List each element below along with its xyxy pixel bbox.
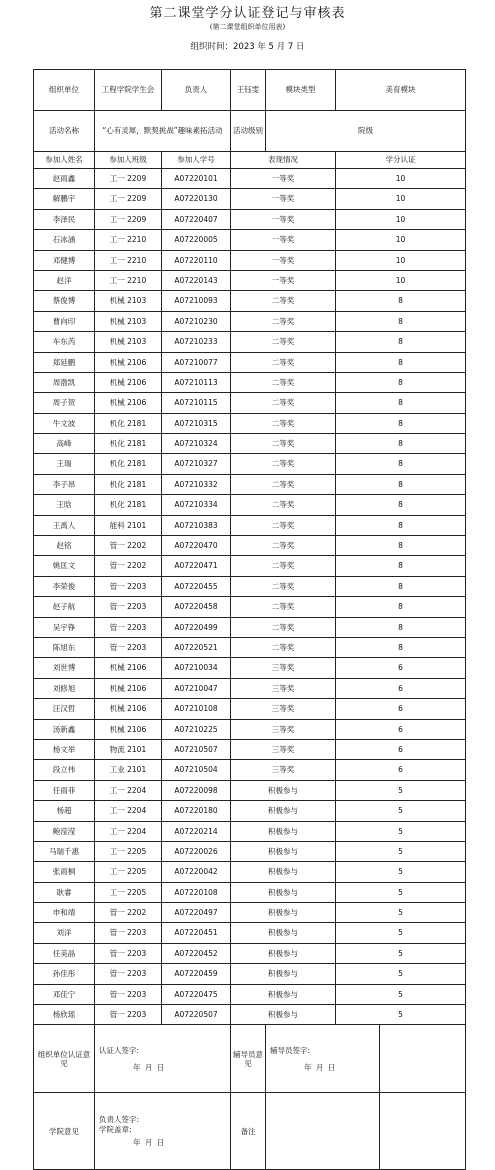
counselor-date: 年 月 日 <box>304 1062 337 1072</box>
participant-performance: 二等奖 <box>231 291 336 311</box>
participant-credit: 5 <box>336 984 466 1004</box>
participant-performance: 二等奖 <box>231 515 336 535</box>
participant-performance: 积极参与 <box>231 882 336 902</box>
participant-performance: 积极参与 <box>231 821 336 841</box>
participant-class: 能科 2101 <box>95 515 162 535</box>
participant-id: A07220475 <box>162 984 231 1004</box>
participant-credit: 8 <box>336 617 466 637</box>
participant-class: 管一 2203 <box>95 597 162 617</box>
table-row <box>34 536 466 556</box>
participant-id: A07210093 <box>162 291 231 311</box>
participant-performance: 一等奖 <box>231 189 336 209</box>
participant-name: 赵铭 <box>34 536 95 556</box>
participant-class: 机械 2103 <box>95 311 162 331</box>
participant-name: 杨文举 <box>34 739 95 759</box>
participant-performance: 二等奖 <box>231 434 336 454</box>
participant-credit: 5 <box>336 903 466 923</box>
participant-class: 机械 2103 <box>95 291 162 311</box>
participant-credit: 8 <box>336 352 466 372</box>
info-row-organizer <box>34 70 466 111</box>
participant-name: 申和靖 <box>34 903 95 923</box>
college-date: 年 月 日 <box>133 1138 166 1148</box>
participant-credit: 10 <box>336 169 466 189</box>
participant-name: 任美晶 <box>34 943 95 963</box>
participant-id: A07220130 <box>162 189 231 209</box>
table-row <box>34 576 466 596</box>
participant-id: A07210507 <box>162 739 231 759</box>
footer-row-certification <box>34 1025 466 1093</box>
participant-class: 物流 2101 <box>95 739 162 759</box>
participant-rows <box>34 169 466 1025</box>
participant-performance: 三等奖 <box>231 658 336 678</box>
counselor-sign-label: 辅导员签字: <box>270 1045 311 1055</box>
participant-credit: 8 <box>336 556 466 576</box>
table-row <box>34 1005 466 1025</box>
participant-performance: 二等奖 <box>231 372 336 392</box>
table-row <box>34 556 466 576</box>
table-row <box>34 597 466 617</box>
table-row <box>34 454 466 474</box>
participant-credit: 5 <box>336 780 466 800</box>
participant-name: 刘世博 <box>34 658 95 678</box>
participant-credit: 5 <box>336 821 466 841</box>
participant-credit: 5 <box>336 862 466 882</box>
participant-id: A07210047 <box>162 678 231 698</box>
participant-id: A07220214 <box>162 821 231 841</box>
remarks-label: 备注 <box>231 1093 266 1170</box>
participant-credit: 8 <box>336 434 466 454</box>
org-unit-value: 工程学院学生会 <box>95 70 162 111</box>
participant-credit: 10 <box>336 250 466 270</box>
column-header-row <box>34 152 466 169</box>
table-row <box>34 984 466 1004</box>
participant-credit: 5 <box>336 801 466 821</box>
participant-performance: 二等奖 <box>231 413 336 433</box>
table-row <box>34 515 466 535</box>
participant-id: A07220452 <box>162 943 231 963</box>
participant-performance: 积极参与 <box>231 1005 336 1025</box>
participant-name: 陈旭东 <box>34 637 95 657</box>
participant-name: 汤新鑫 <box>34 719 95 739</box>
participant-name: 高峰 <box>34 434 95 454</box>
participant-id: A07210077 <box>162 352 231 372</box>
participant-name: 马瑞千惠 <box>34 841 95 861</box>
participant-name: 王晗 <box>34 495 95 515</box>
org-unit-label: 组织单位 <box>34 70 95 111</box>
participant-credit: 8 <box>336 637 466 657</box>
participant-credit: 8 <box>336 372 466 392</box>
participant-performance: 二等奖 <box>231 495 336 515</box>
credit-registration-table <box>33 69 466 1170</box>
participant-credit: 10 <box>336 209 466 229</box>
counselor-opinion-cell <box>266 1025 380 1093</box>
leader-label: 负责人 <box>162 70 231 111</box>
participant-performance: 二等奖 <box>231 454 336 474</box>
participant-performance: 积极参与 <box>231 780 336 800</box>
participant-credit: 8 <box>336 576 466 596</box>
participant-name: 王禹人 <box>34 515 95 535</box>
col-header-class: 参加人班级 <box>95 152 162 169</box>
participant-name: 赵洋 <box>34 270 95 290</box>
table-row <box>34 760 466 780</box>
participant-class: 工一 2209 <box>95 209 162 229</box>
participant-performance: 二等奖 <box>231 637 336 657</box>
participant-id: A07210324 <box>162 434 231 454</box>
org-opinion-cell <box>95 1025 231 1093</box>
participant-class: 机械 2106 <box>95 372 162 392</box>
participant-credit: 8 <box>336 515 466 535</box>
participant-id: A07220455 <box>162 576 231 596</box>
participant-id: A07220459 <box>162 964 231 984</box>
participant-id: A07220521 <box>162 637 231 657</box>
table-row <box>34 393 466 413</box>
table-row <box>34 332 466 352</box>
participant-id: A07220471 <box>162 556 231 576</box>
participant-credit: 8 <box>336 495 466 515</box>
college-seal-label: 学院盖章: <box>99 1124 132 1134</box>
participant-id: A07210383 <box>162 515 231 535</box>
participant-credit: 8 <box>336 332 466 352</box>
col-header-id: 参加人学号 <box>162 152 231 169</box>
activity-name-value: “心有灵犀，默契挑战”趣味素拓活动 <box>95 111 231 152</box>
participant-performance: 积极参与 <box>231 923 336 943</box>
participant-class: 机化 2181 <box>95 434 162 454</box>
participant-name: 杨超 <box>34 801 95 821</box>
table-row <box>34 311 466 331</box>
participant-credit: 5 <box>336 964 466 984</box>
participant-credit: 5 <box>336 1005 466 1025</box>
participant-performance: 一等奖 <box>231 250 336 270</box>
participant-class: 管一 2203 <box>95 984 162 1004</box>
certifier-date: 年 月 日 <box>133 1062 166 1072</box>
participant-class: 管一 2203 <box>95 617 162 637</box>
participant-id: A07210108 <box>162 699 231 719</box>
participant-performance: 积极参与 <box>231 841 336 861</box>
participant-id: A07210327 <box>162 454 231 474</box>
participant-name: 段立伟 <box>34 760 95 780</box>
participant-credit: 6 <box>336 658 466 678</box>
col-header-performance: 表现情况 <box>231 152 336 169</box>
participant-credit: 10 <box>336 230 466 250</box>
participant-performance: 三等奖 <box>231 699 336 719</box>
remarks-blank <box>380 1093 466 1170</box>
participant-class: 机化 2181 <box>95 413 162 433</box>
participant-id: A07210034 <box>162 658 231 678</box>
form-subtitle: (第二课堂组织单位用表) <box>209 23 286 31</box>
table-row <box>34 250 466 270</box>
table-row <box>34 862 466 882</box>
participant-class: 工一 2205 <box>95 841 162 861</box>
participant-credit: 8 <box>336 536 466 556</box>
participant-name: 赵子航 <box>34 597 95 617</box>
activity-level-label: 活动级别 <box>231 111 266 152</box>
participant-credit: 5 <box>336 943 466 963</box>
table-row <box>34 903 466 923</box>
participant-performance: 二等奖 <box>231 597 336 617</box>
activity-level-value: 院级 <box>266 111 466 152</box>
participant-id: A07220458 <box>162 597 231 617</box>
participant-id: A07220470 <box>162 536 231 556</box>
org-opinion-label: 组织单位认证意见 <box>34 1025 95 1093</box>
participant-name: 王瑞 <box>34 454 95 474</box>
table-row <box>34 780 466 800</box>
participant-credit: 8 <box>336 413 466 433</box>
table-row <box>34 169 466 189</box>
col-header-credit: 学分认证 <box>336 152 466 169</box>
participant-credit: 6 <box>336 719 466 739</box>
form-title: 第二课堂学分认证登记与审核表 <box>149 6 346 21</box>
participant-id: A07220101 <box>162 169 231 189</box>
module-type-label: 模块类型 <box>266 70 336 111</box>
participant-name: 吴宇铮 <box>34 617 95 637</box>
leader-value: 王钰雯 <box>231 70 266 111</box>
participant-id: A07210504 <box>162 760 231 780</box>
participant-class: 机械 2106 <box>95 393 162 413</box>
participant-performance: 一等奖 <box>231 230 336 250</box>
participant-credit: 6 <box>336 699 466 719</box>
table-row <box>34 474 466 494</box>
participant-name: 解鹏宇 <box>34 189 95 209</box>
participant-credit: 8 <box>336 291 466 311</box>
participant-name: 周渤凯 <box>34 372 95 392</box>
participant-class: 管一 2203 <box>95 576 162 596</box>
participant-id: A07220098 <box>162 780 231 800</box>
participant-performance: 二等奖 <box>231 576 336 596</box>
table-row <box>34 372 466 392</box>
participant-name: 李子昂 <box>34 474 95 494</box>
participant-performance: 积极参与 <box>231 862 336 882</box>
participant-id: A07210225 <box>162 719 231 739</box>
table-row <box>34 291 466 311</box>
participant-performance: 二等奖 <box>231 536 336 556</box>
participant-performance: 积极参与 <box>231 984 336 1004</box>
participant-name: 牛文波 <box>34 413 95 433</box>
participant-class: 管一 2203 <box>95 943 162 963</box>
participant-name: 曹向印 <box>34 311 95 331</box>
participant-class: 机化 2181 <box>95 454 162 474</box>
participant-class: 工一 2204 <box>95 801 162 821</box>
participant-id: A07220042 <box>162 862 231 882</box>
participant-id: A07220497 <box>162 903 231 923</box>
participant-name: 郑延鹏 <box>34 352 95 372</box>
participant-performance: 三等奖 <box>231 760 336 780</box>
participant-id: A07220026 <box>162 841 231 861</box>
participant-credit: 8 <box>336 454 466 474</box>
participant-name: 汪汉哲 <box>34 699 95 719</box>
participant-performance: 二等奖 <box>231 332 336 352</box>
participant-performance: 积极参与 <box>231 903 336 923</box>
participant-name: 张雨桐 <box>34 862 95 882</box>
participant-id: A07210332 <box>162 474 231 494</box>
participant-class: 机械 2106 <box>95 719 162 739</box>
participant-id: A07220507 <box>162 1005 231 1025</box>
participant-name: 车东芮 <box>34 332 95 352</box>
participant-performance: 积极参与 <box>231 801 336 821</box>
participant-class: 机械 2106 <box>95 352 162 372</box>
table-row <box>34 189 466 209</box>
participant-class: 工一 2210 <box>95 230 162 250</box>
participant-id: A07220180 <box>162 801 231 821</box>
table-row <box>34 209 466 229</box>
table-row <box>34 739 466 759</box>
participant-performance: 一等奖 <box>231 270 336 290</box>
participant-name: 石冰涵 <box>34 230 95 250</box>
module-type-value: 美育模块 <box>336 70 466 111</box>
counselor-opinion-label: 辅导员意见 <box>231 1025 266 1093</box>
participant-class: 工一 2210 <box>95 250 162 270</box>
participant-id: A07210233 <box>162 332 231 352</box>
participant-name: 刘洋 <box>34 923 95 943</box>
participant-class: 管一 2202 <box>95 556 162 576</box>
participant-credit: 10 <box>336 189 466 209</box>
participant-credit: 6 <box>336 739 466 759</box>
table-row <box>34 637 466 657</box>
participant-class: 管一 2202 <box>95 903 162 923</box>
col-header-name: 参加人姓名 <box>34 152 95 169</box>
participant-performance: 二等奖 <box>231 617 336 637</box>
participant-name: 鲍滢滢 <box>34 821 95 841</box>
participant-class: 管一 2202 <box>95 536 162 556</box>
table-row <box>34 270 466 290</box>
participant-class: 工业 2101 <box>95 760 162 780</box>
table-row <box>34 882 466 902</box>
participant-credit: 5 <box>336 923 466 943</box>
participant-performance: 三等奖 <box>231 678 336 698</box>
participant-name: 李荣俊 <box>34 576 95 596</box>
table-row <box>34 678 466 698</box>
table-row <box>34 699 466 719</box>
participant-performance: 一等奖 <box>231 209 336 229</box>
participant-credit: 8 <box>336 474 466 494</box>
table-row <box>34 801 466 821</box>
participant-id: A07210334 <box>162 495 231 515</box>
counselor-opinion-blank <box>380 1025 466 1093</box>
participant-class: 机化 2181 <box>95 474 162 494</box>
participant-name: 姚匡文 <box>34 556 95 576</box>
participant-class: 工一 2205 <box>95 862 162 882</box>
participant-credit: 8 <box>336 597 466 617</box>
participant-class: 管一 2203 <box>95 637 162 657</box>
table-row <box>34 434 466 454</box>
table-row <box>34 923 466 943</box>
participant-performance: 二等奖 <box>231 352 336 372</box>
participant-name: 任雨菲 <box>34 780 95 800</box>
participant-credit: 5 <box>336 841 466 861</box>
participant-performance: 积极参与 <box>231 943 336 963</box>
remarks-cell <box>266 1093 380 1170</box>
table-row <box>34 658 466 678</box>
participant-id: A07210115 <box>162 393 231 413</box>
participant-id: A07210230 <box>162 311 231 331</box>
organization-time: 组织时间：2023 年 5 月 7 日 <box>190 42 305 52</box>
participant-performance: 二等奖 <box>231 311 336 331</box>
participant-credit: 5 <box>336 882 466 902</box>
participant-class: 工一 2204 <box>95 780 162 800</box>
participant-name: 周子贺 <box>34 393 95 413</box>
participant-class: 工一 2209 <box>95 169 162 189</box>
table-row <box>34 719 466 739</box>
participant-class: 机械 2106 <box>95 658 162 678</box>
table-row <box>34 943 466 963</box>
college-opinion-label: 学院意见 <box>34 1093 95 1170</box>
participant-class: 工一 2205 <box>95 882 162 902</box>
participant-id: A07220110 <box>162 250 231 270</box>
table-row <box>34 841 466 861</box>
table-row <box>34 964 466 984</box>
participant-name: 耿睿 <box>34 882 95 902</box>
table-row <box>34 352 466 372</box>
participant-name: 蔡俊博 <box>34 291 95 311</box>
participant-id: A07220499 <box>162 617 231 637</box>
participant-performance: 一等奖 <box>231 169 336 189</box>
table-row <box>34 821 466 841</box>
participant-class: 工一 2204 <box>95 821 162 841</box>
participant-id: A07220451 <box>162 923 231 943</box>
participant-id: A07220407 <box>162 209 231 229</box>
table-row <box>34 413 466 433</box>
participant-class: 工一 2210 <box>95 270 162 290</box>
participant-name: 邓佳宁 <box>34 984 95 1004</box>
participant-name: 孙佳彤 <box>34 964 95 984</box>
participant-class: 机械 2106 <box>95 678 162 698</box>
info-row-activity <box>34 111 466 152</box>
participant-credit: 6 <box>336 678 466 698</box>
participant-class: 机械 2106 <box>95 699 162 719</box>
participant-name: 李泽民 <box>34 209 95 229</box>
leader-sign-label: 负责人签字: <box>99 1115 140 1125</box>
participant-credit: 6 <box>336 760 466 780</box>
participant-class: 管一 2203 <box>95 964 162 984</box>
activity-name-label: 活动名称 <box>34 111 95 152</box>
footer-row-college <box>34 1093 466 1170</box>
participant-performance: 二等奖 <box>231 474 336 494</box>
table-row <box>34 495 466 515</box>
certifier-sign-label: 认证人签字: <box>99 1045 140 1055</box>
participant-class: 管一 2203 <box>95 1005 162 1025</box>
table-row <box>34 617 466 637</box>
participant-performance: 三等奖 <box>231 719 336 739</box>
participant-credit: 8 <box>336 393 466 413</box>
college-opinion-cell <box>95 1093 231 1170</box>
participant-id: A07210113 <box>162 372 231 392</box>
participant-class: 机化 2181 <box>95 495 162 515</box>
participant-performance: 三等奖 <box>231 739 336 759</box>
participant-credit: 10 <box>336 270 466 290</box>
participant-credit: 8 <box>336 311 466 331</box>
participant-class: 工一 2209 <box>95 189 162 209</box>
participant-performance: 二等奖 <box>231 393 336 413</box>
participant-performance: 二等奖 <box>231 556 336 576</box>
participant-id: A07220143 <box>162 270 231 290</box>
participant-id: A07220005 <box>162 230 231 250</box>
participant-name: 赵雨鑫 <box>34 169 95 189</box>
table-row <box>34 230 466 250</box>
participant-id: A07220108 <box>162 882 231 902</box>
participant-performance: 积极参与 <box>231 964 336 984</box>
participant-name: 刘修旭 <box>34 678 95 698</box>
participant-name: 邓健博 <box>34 250 95 270</box>
participant-name: 杨欣瑶 <box>34 1005 95 1025</box>
participant-class: 机械 2103 <box>95 332 162 352</box>
participant-class: 管一 2203 <box>95 923 162 943</box>
participant-id: A07210315 <box>162 413 231 433</box>
